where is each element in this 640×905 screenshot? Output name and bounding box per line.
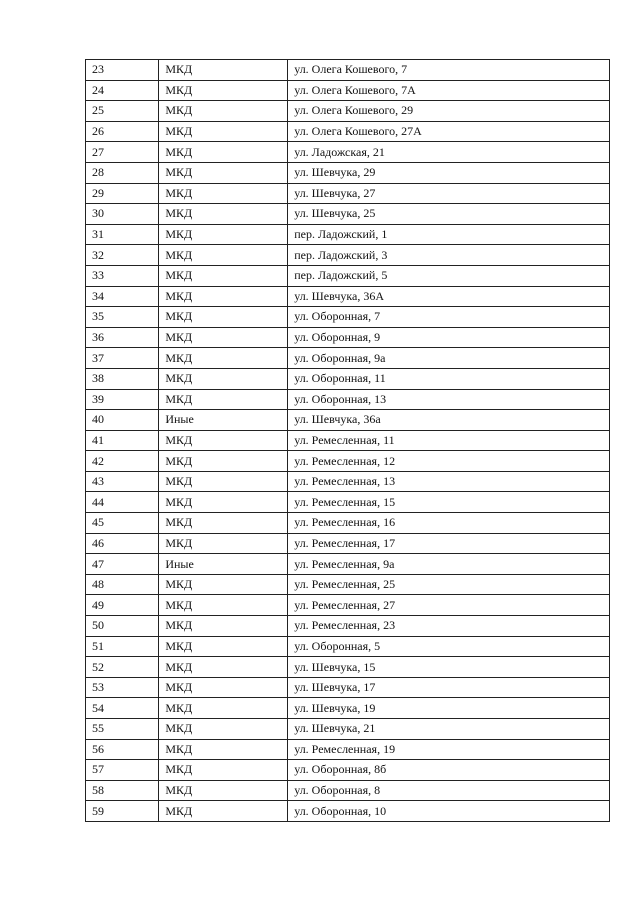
row-number-cell: 31 [86,224,159,245]
object-type-cell: МКД [159,327,288,348]
address-cell: пер. Ладожский, 3 [288,245,610,266]
object-type-cell: МКД [159,204,288,225]
address-cell: ул. Оборонная, 8 [288,780,610,801]
row-number-cell: 28 [86,162,159,183]
object-type-cell: МКД [159,719,288,740]
address-cell: ул. Шевчука, 25 [288,204,610,225]
row-number-cell: 33 [86,265,159,286]
table-row [86,183,610,204]
row-number-cell: 23 [86,60,159,81]
address-cell: ул. Шевчука, 36а [288,410,610,431]
row-number-cell: 38 [86,368,159,389]
address-cell: ул. Шевчука, 29 [288,162,610,183]
address-cell: ул. Шевчука, 19 [288,698,610,719]
row-number-cell: 29 [86,183,159,204]
row-number-cell: 42 [86,451,159,472]
address-cell: ул. Оборонная, 11 [288,368,610,389]
object-type-cell: МКД [159,368,288,389]
table-row [86,142,610,163]
table-row [86,574,610,595]
address-cell: ул. Ремесленная, 11 [288,430,610,451]
row-number-cell: 53 [86,677,159,698]
row-number-cell: 46 [86,533,159,554]
table-row [86,698,610,719]
table-row [86,451,610,472]
row-number-cell: 49 [86,595,159,616]
table-row [86,513,610,534]
table-row [86,60,610,81]
address-cell: ул. Оборонная, 7 [288,307,610,328]
row-number-cell: 41 [86,430,159,451]
address-cell: ул. Ладожская, 21 [288,142,610,163]
address-cell: ул. Оборонная, 9а [288,348,610,369]
row-number-cell: 55 [86,719,159,740]
table-row [86,719,610,740]
row-number-cell: 48 [86,574,159,595]
row-number-cell: 25 [86,101,159,122]
address-cell: ул. Ремесленная, 15 [288,492,610,513]
table-row [86,780,610,801]
object-type-cell: МКД [159,677,288,698]
table-row [86,595,610,616]
object-type-cell: МКД [159,780,288,801]
object-type-cell: МКД [159,739,288,760]
table-row [86,616,610,637]
object-type-cell: МКД [159,430,288,451]
object-type-cell: МКД [159,162,288,183]
address-cell: ул. Олега Кошевого, 27А [288,121,610,142]
object-type-cell: МКД [159,245,288,266]
table-row [86,368,610,389]
table-row [86,801,610,822]
address-cell: ул. Оборонная, 8б [288,760,610,781]
table-row [86,307,610,328]
object-type-cell: МКД [159,60,288,81]
object-type-cell: МКД [159,616,288,637]
object-type-cell: МКД [159,101,288,122]
object-type-cell: МКД [159,224,288,245]
table-row [86,533,610,554]
table-row [86,286,610,307]
table-row [86,204,610,225]
table-row [86,348,610,369]
table-row [86,554,610,575]
table-row [86,245,610,266]
row-number-cell: 56 [86,739,159,760]
address-cell: ул. Шевчука, 15 [288,657,610,678]
object-type-cell: МКД [159,348,288,369]
table-row [86,327,610,348]
table-row [86,739,610,760]
table-row [86,410,610,431]
object-type-cell: МКД [159,760,288,781]
row-number-cell: 35 [86,307,159,328]
row-number-cell: 30 [86,204,159,225]
address-cell: ул. Оборонная, 9 [288,327,610,348]
table-row [86,101,610,122]
address-cell: ул. Олега Кошевого, 7А [288,80,610,101]
address-cell: ул. Ремесленная, 23 [288,616,610,637]
address-table [85,59,610,822]
object-type-cell: МКД [159,265,288,286]
table-row [86,121,610,142]
object-type-cell: МКД [159,801,288,822]
address-cell: ул. Ремесленная, 9а [288,554,610,575]
object-type-cell: МКД [159,698,288,719]
row-number-cell: 26 [86,121,159,142]
row-number-cell: 34 [86,286,159,307]
table-row [86,636,610,657]
address-cell: ул. Олега Кошевого, 7 [288,60,610,81]
row-number-cell: 37 [86,348,159,369]
row-number-cell: 39 [86,389,159,410]
address-cell: ул. Шевчука, 27 [288,183,610,204]
table-row [86,760,610,781]
object-type-cell: МКД [159,183,288,204]
object-type-cell: МКД [159,80,288,101]
row-number-cell: 43 [86,471,159,492]
address-cell: пер. Ладожский, 1 [288,224,610,245]
table-row [86,492,610,513]
address-cell: ул. Ремесленная, 12 [288,451,610,472]
object-type-cell: МКД [159,533,288,554]
address-cell: ул. Ремесленная, 16 [288,513,610,534]
row-number-cell: 36 [86,327,159,348]
object-type-cell: МКД [159,389,288,410]
address-cell: ул. Шевчука, 36А [288,286,610,307]
row-number-cell: 51 [86,636,159,657]
object-type-cell: МКД [159,451,288,472]
address-cell: ул. Шевчука, 17 [288,677,610,698]
object-type-cell: Иные [159,554,288,575]
row-number-cell: 47 [86,554,159,575]
row-number-cell: 59 [86,801,159,822]
object-type-cell: МКД [159,307,288,328]
object-type-cell: МКД [159,595,288,616]
row-number-cell: 24 [86,80,159,101]
row-number-cell: 54 [86,698,159,719]
row-number-cell: 58 [86,780,159,801]
address-cell: ул. Ремесленная, 25 [288,574,610,595]
address-cell: ул. Шевчука, 21 [288,719,610,740]
address-cell: ул. Ремесленная, 19 [288,739,610,760]
address-cell: ул. Оборонная, 10 [288,801,610,822]
row-number-cell: 57 [86,760,159,781]
address-table-body [86,60,610,822]
address-cell: ул. Ремесленная, 27 [288,595,610,616]
table-row [86,677,610,698]
object-type-cell: Иные [159,410,288,431]
table-row [86,265,610,286]
row-number-cell: 44 [86,492,159,513]
object-type-cell: МКД [159,142,288,163]
object-type-cell: МКД [159,574,288,595]
object-type-cell: МКД [159,492,288,513]
address-cell: ул. Ремесленная, 17 [288,533,610,554]
address-cell: ул. Ремесленная, 13 [288,471,610,492]
address-cell: ул. Оборонная, 5 [288,636,610,657]
object-type-cell: МКД [159,636,288,657]
row-number-cell: 27 [86,142,159,163]
object-type-cell: МКД [159,121,288,142]
row-number-cell: 32 [86,245,159,266]
object-type-cell: МКД [159,513,288,534]
address-cell: ул. Оборонная, 13 [288,389,610,410]
row-number-cell: 40 [86,410,159,431]
object-type-cell: МКД [159,471,288,492]
table-row [86,389,610,410]
object-type-cell: МКД [159,657,288,678]
row-number-cell: 50 [86,616,159,637]
table-row [86,162,610,183]
address-cell: пер. Ладожский, 5 [288,265,610,286]
row-number-cell: 45 [86,513,159,534]
table-row [86,430,610,451]
table-row [86,657,610,678]
table-row [86,80,610,101]
address-cell: ул. Олега Кошевого, 29 [288,101,610,122]
row-number-cell: 52 [86,657,159,678]
table-row [86,224,610,245]
table-row [86,471,610,492]
object-type-cell: МКД [159,286,288,307]
